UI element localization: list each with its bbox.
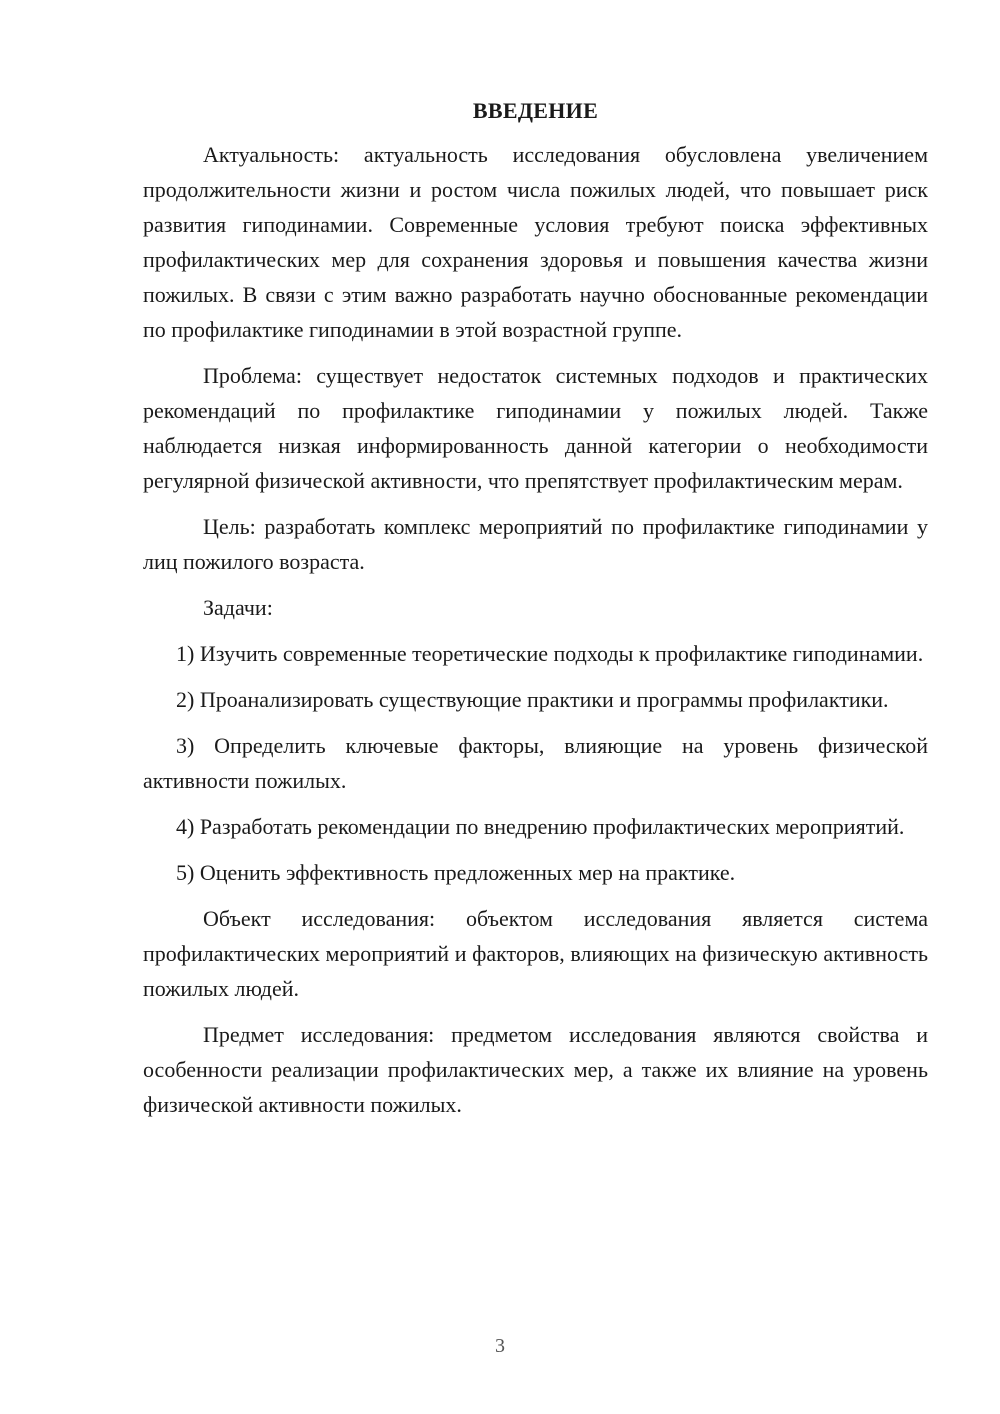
object-paragraph: Объект исследования: объектом исследования является система профилактических мероприятий и факторов, влияющих на физическую активность пожилых людей.	[143, 906, 928, 1001]
task-item: 3) Определить ключевые факторы, влияющие на уровень физической активности пожилых.	[143, 733, 928, 793]
task-item: 1) Изучить современные теоретические подходы к профилактике гиподинамии.	[176, 641, 924, 666]
section-title: ВВЕДЕНИЕ	[472, 98, 599, 123]
relevance-paragraph: Актуальность: актуальность исследования обусловлена увеличением продолжительности жизни и ростом числа пожилых людей, что повышает риск развития гиподинамии. Современные условия требуют поиска эффективных профилактических мер для сохранения здоровья и повышения качества жизни пожилых. В связи с этим важно разработать научно обоснованные рекомендации по профилактике гиподинамии в этой возрастной группе.	[143, 142, 928, 342]
goal-paragraph: Цель: разработать комплекс мероприятий по профилактике гиподинамии у лиц пожилого возраста.	[143, 514, 928, 574]
page-number: 3	[495, 1335, 505, 1357]
tasks-heading: Задачи:	[203, 595, 273, 620]
problem-paragraph: Проблема: существует недостаток системных подходов и практических рекомендаций по профилактике гиподинамии у пожилых людей. Также наблюдается низкая информированность данной категории о необходимости регулярной физической активности, что препятствует профилактическим мерам.	[143, 363, 928, 493]
subject-paragraph: Предмет исследования: предметом исследования являются свойства и особенности реализации профилактических мер, а также их влияние на уровень физической активности пожилых.	[143, 1022, 928, 1117]
task-item: 4) Разработать рекомендации по внедрению профилактических мероприятий.	[176, 814, 905, 839]
task-item: 2) Проанализировать существующие практики и программы профилактики.	[176, 687, 889, 712]
document-page	[143, 96, 928, 1122]
task-item: 5) Оценить эффективность предложенных мер на практике.	[176, 860, 736, 885]
